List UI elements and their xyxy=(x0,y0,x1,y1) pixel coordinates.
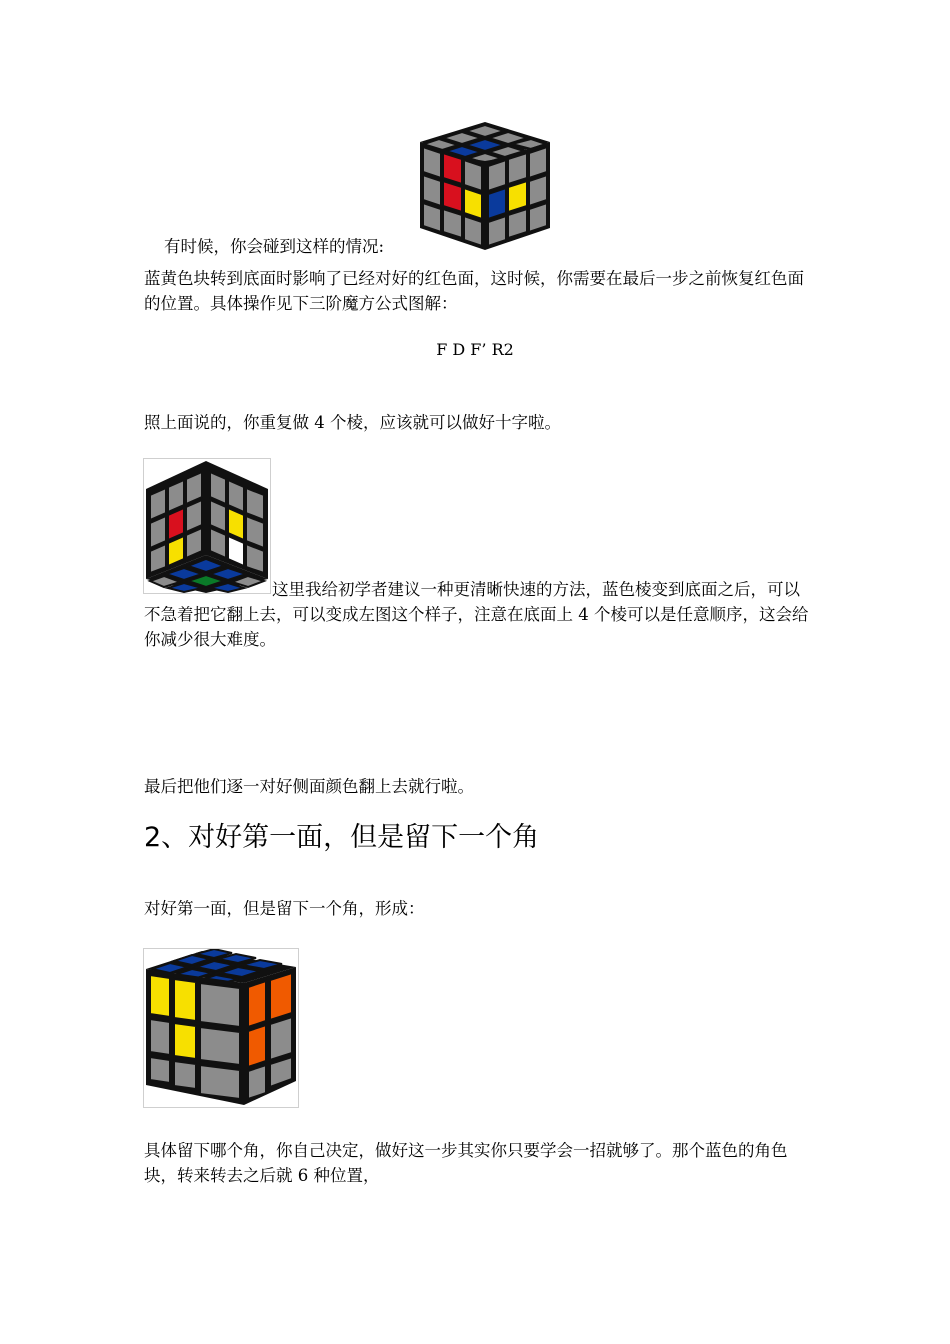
cube-figure-1 xyxy=(416,120,554,252)
paragraph-4: 最后把他们逐一对好侧面颜色翻上去就行啦。 xyxy=(144,777,474,796)
section-2-paragraph-2: 具体留下哪个角，你自己决定，做好这一步其实你只要学会一招就够了。那个蓝色的角色块，转来转去之后就 6 种位置， xyxy=(144,1141,788,1185)
section-2-paragraph-1: 对好第一面，但是留下一个角，形成： xyxy=(144,899,425,918)
cube-figure-2 xyxy=(143,458,271,594)
formula: F D F’ R2 xyxy=(436,340,514,359)
intro-text: 有时候，你会碰到这样的情况: xyxy=(164,237,385,256)
paragraph-2: 照上面说的，你重复做 4 个棱，应该就可以做好十字啦。 xyxy=(144,413,561,432)
cube-figure-3 xyxy=(143,948,299,1108)
paragraph-1: 蓝黄色块转到底面时影响了已经对好的红色面，这时候，你需要在最后一步之前恢复红色面的位置。具体操作见下三阶魔方公式图解： xyxy=(144,269,804,313)
section-2-heading: 2、对好第一面，但是留下一个角 xyxy=(144,822,540,853)
paragraph-3: 这里我给初学者建议一种更清晰快速的方法，蓝色棱变到底面之后，可以不急着把它翻上去，可以变成左图这个样子，注意在底面上 4 个棱可以是任意顺序，这会给你减少很大难度。 xyxy=(144,580,809,649)
